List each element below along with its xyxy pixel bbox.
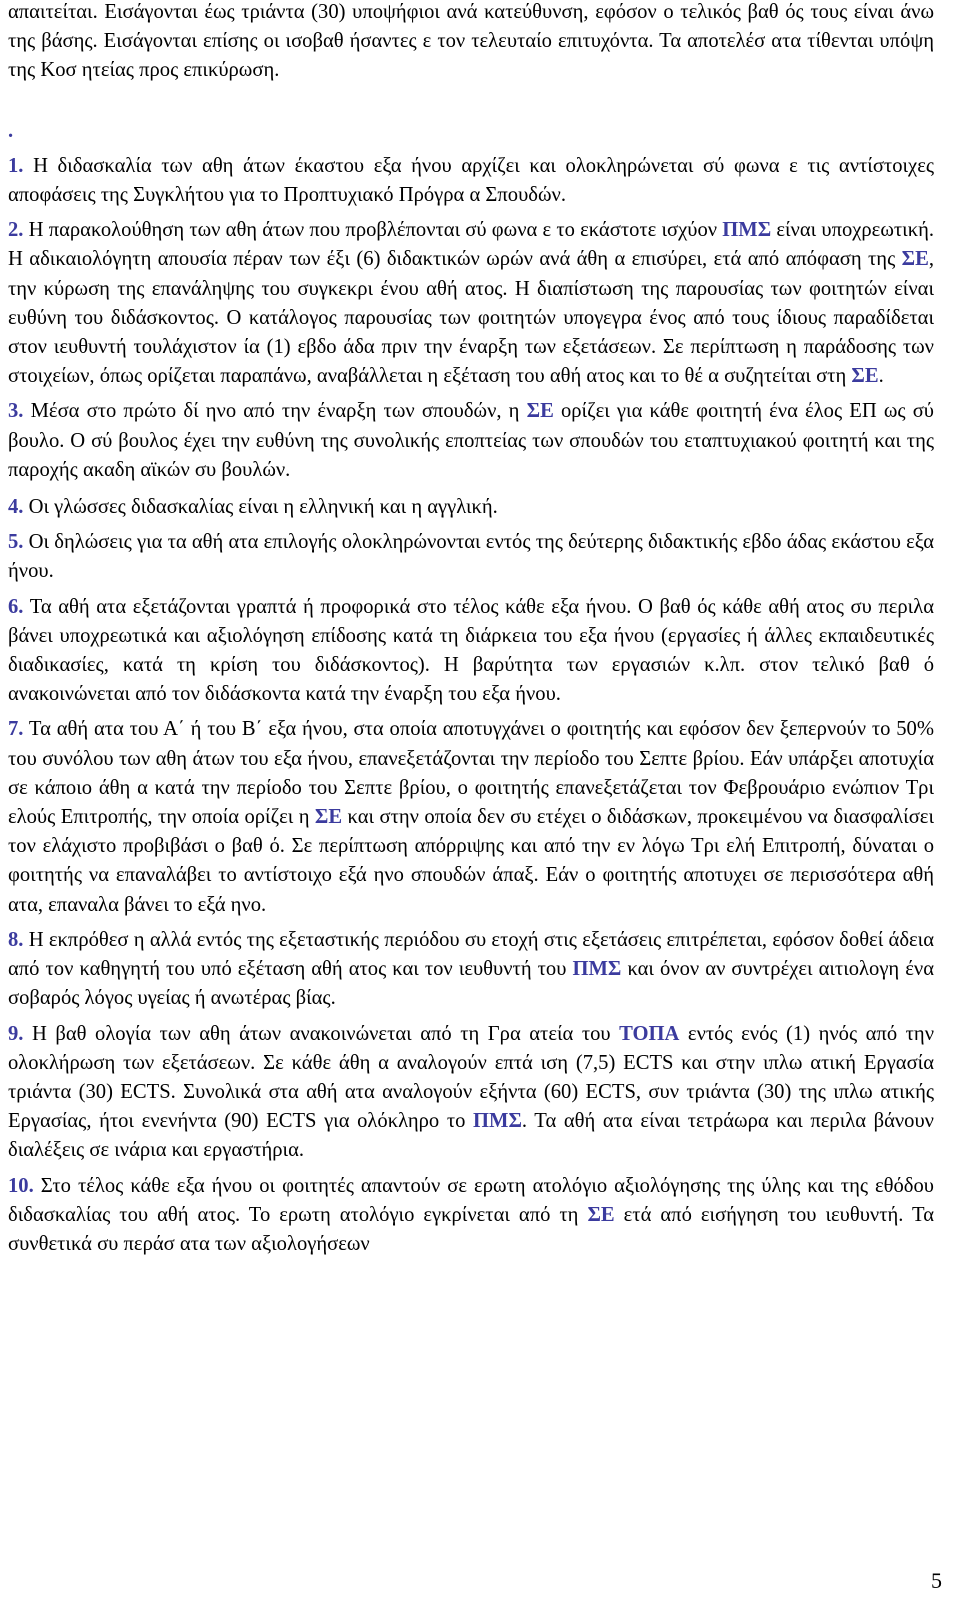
list-item-7: [8, 715, 934, 919]
list-item-4: [8, 493, 934, 522]
highlighted-abbreviation: ΠΜΣ: [722, 219, 772, 242]
list-item-text: εντός ενός (1) ηνός από την ολοκλήρωση των εξετάσεων. Σε κάθε άθη α αναλογούν επτά ιση (7,5) ECTS και στην ιπλω ατική Εργασία τριάντα (30) ECTS. Συνολικά στα αθή ατα αναλογούν εξήντα (60) ECTS, συν τριάντα (30) της ιπλω ατικής Εργασίας, ήτοι ενενήντα (90) ECTS για ολόκληρο το: [8, 1022, 935, 1133]
highlighted-abbreviation: ΣΕ: [314, 806, 343, 829]
highlighted-abbreviation: ΣΕ: [901, 248, 929, 271]
highlighted-abbreviation: ΣΕ: [851, 365, 879, 388]
list-item-number: 9.: [8, 1022, 24, 1045]
list-item-text: Οι γλώσσες διδασκαλίας είναι η ελληνική και η αγγλική.: [28, 496, 498, 519]
list-item-2: [8, 216, 934, 391]
list-item-text: , την κύρωση της επανάληψης του συγκεκρι ένου αθή ατος. Η διαπίστωση της παρουσίας των φοιτητών είναι ευθύνη του διδάσκοντος. Ο κατάλογος παρουσίας των φοιτητών υπογεγρα ένος από τους ίδιους παραδίδεται στον ιευθυντή τουλάχιστον ία (1) εβδο άδα πριν την έναρξη των εξετάσεων. Σε περίπτωση η παράδοσης των στοιχείων, όπως ορίζεται παραπάνω, αναβάλλεται η εξέταση του αθή ατος και το θέ α συζητείται στη: [8, 248, 934, 388]
list-item-number: 10.: [8, 1174, 34, 1197]
list-item-9: [8, 1020, 934, 1166]
list-item-text: Οι δηλώσεις για τα αθή ατα επιλογής ολοκληρώνονται εντός της δεύτερης διδακτικής εβδο άδας εκάστου εξα ήνου.: [8, 531, 934, 583]
list-item-text: Η παρακολούθηση των αθη άτων που προβλέπονται σύ φωνα ε το εκάστοτε ισχύον: [28, 219, 723, 242]
list-item-text: Η εκπρόθεσ η αλλά εντός της εξεταστικής περιόδου συ ετοχή στις εξετάσεις επιτρέπεται, εφόσον δοθεί άδεια από τον καθηγητή του υπό εξέταση αθή ατος και τον ιευθυντή του: [8, 928, 934, 981]
list-item-text: ετά από εισήγηση του ιευθυντή. Τα συνθετικά συ περάσ ατα των αξιολογήσεων: [8, 1203, 934, 1255]
list-item-number: 3.: [8, 400, 24, 423]
list-item-1: [8, 152, 934, 210]
list-item-5: [8, 528, 934, 586]
list-item-number: 1.: [8, 154, 24, 177]
intro-paragraph: απαιτείται. Εισάγονται έως τριάντα (30) υποψήφιοι ανά κατεύθυνση, εφόσον ο τελικός βαθ ός τους είναι άνω της βάσης. Εισάγονται επίσης οι ισοβαθ ήσαντες ε τον τελευταίο επιτυχόντα. Τα αποτελέσ ατα τίθενται υπόψη της Κοσ ητείας προς επικύρωση.: [8, 1, 934, 82]
list-item-text: Η διδασκαλία των αθη άτων έκαστου εξα ήνου αρχίζει και ολοκληρώνεται σύ φωνα ε τις αντίστοιχες αποφάσεις της Συγκλήτου για το Προπτυχιακό Πρόγρα α Σπουδών.: [8, 154, 934, 207]
list-item-text: .: [878, 365, 884, 388]
list-item-text: . Τα αθή ατα είναι τετράωρα και περιλα βάνουν διαλέξεις σε ινάρια και εργαστήρια.: [8, 1110, 934, 1162]
list-item-number: 5.: [8, 531, 24, 554]
list-item-number: 8.: [8, 928, 24, 951]
list-item-10: [8, 1172, 934, 1260]
list-item-8: [8, 926, 934, 1014]
list-item-number: 4.: [8, 496, 24, 519]
list-item-text: και στην οποία δεν συ ετέχει ο διδάσκων, προκειμένου να διασφαλίσει τον ελάχιστο προβιβάσι ο βαθ ό. Σε περίπτωση απόρριψης και από την εν λόγω Τρι ελή Επιτροπή, δύναται ο φοιτητής να επαναλάβει το αντίστοιχο εξά ηνο σπουδών άπαξ. Εάν ο φοιτητής αποτυχει σε περισσότερα αθή ατα, επαναλα βάνει το εξά ηνο.: [8, 806, 935, 916]
list-item-text: ορίζει για κάθε φοιτητή ένα έλος ΕΠ ως σύ βουλο. Ο σύ βουλος έχει την ευθύνη της συνολικής εποπτείας των σπουδών του εταπτυχιακού φοιτητή και της παροχής ακαδη αϊκών συ βουλών.: [8, 400, 934, 481]
list-item-6: [8, 593, 934, 710]
page-number: 5: [931, 1568, 942, 1593]
highlighted-abbreviation: ΠΜΣ: [572, 958, 622, 981]
highlighted-abbreviation: ΣΕ: [587, 1203, 615, 1226]
list-item-number: 2.: [8, 219, 24, 242]
highlighted-abbreviation: ΣΕ: [526, 400, 554, 423]
numbered-list: [8, 152, 934, 1259]
highlighted-abbreviation: ΠΜΣ: [473, 1110, 522, 1133]
list-item-number: 6.: [8, 595, 24, 618]
list-item-number: 7.: [8, 718, 24, 741]
list-item-text: Τα αθή ατα του Α΄ ή του Β΄ εξα ήνου, στα οποία αποτυγχάνει ο φοιτητής και εφόσον δεν ξεπερνούν το 50% του συνόλου των αθη άτων του εξα ήνου, επανεξετάζονται την περίοδο του Σεπτε βρίου. Εάν υπάρξει αποτυχία σε κάποιο άθη α κατά την περίοδο του Σεπτε βρίου, ο φοιτητής επανεξετάζεται τον Φεβρουάριο ενώπιον Τρι ελούς Επιτροπής, την οποία ορίζει η: [8, 718, 934, 829]
list-item-text: Μέσα στο πρώτο δί ηνο από την έναρξη των σπουδών, η: [30, 400, 527, 423]
highlighted-abbreviation: ΤΟΠΑ: [619, 1022, 680, 1045]
list-item-text: είναι υποχρεωτική. Η αδικαιολόγητη απουσία πέραν των έξι (6) διδακτικών ωρών ανά άθη α επισύρει, ετά από απόφαση της: [8, 219, 934, 271]
list-item-text: Τα αθή ατα εξετάζονται γραπτά ή προφορικά στο τέλος κάθε εξα ήνου. Ο βαθ ός κάθε αθή ατος συ περιλα βάνει υποχρεωτικά και αξιολόγηση επίδοσης κατά τη διάρκεια του εξα ήνου (εργασίες ή άλλες εκπαιδευτικές διαδικασίες, κατά τη κρίση του διδάσκοντος). Η βαρύτητα των εργασιών κ.λπ. στον τελικό βαθ ό ανακοινώνεται από τον διδάσκοντα κατά την έναρξη του εξα ήνου.: [8, 595, 934, 706]
list-item-text: Η βαθ ολογία των αθη άτων ανακοινώνεται από τη Γρα ατεία του: [31, 1022, 620, 1045]
list-item-text: και όνον αν συντρέχει αιτιολογη ένα σοβαρός λόγος υγείας ή ανωτέρας βίας.: [8, 958, 934, 1010]
list-item-3: [8, 397, 934, 485]
section-marker: .: [8, 119, 14, 142]
list-item-text: Στο τέλος κάθε εξα ήνου οι φοιτητές απαντούν σε ερωτη ατολόγιο αξιολόγησης της ύλης και της εθόδου διδασκαλίας του αθή ατος. Το ερωτη ατολόγιο εγκρίνεται από τη: [8, 1174, 934, 1226]
